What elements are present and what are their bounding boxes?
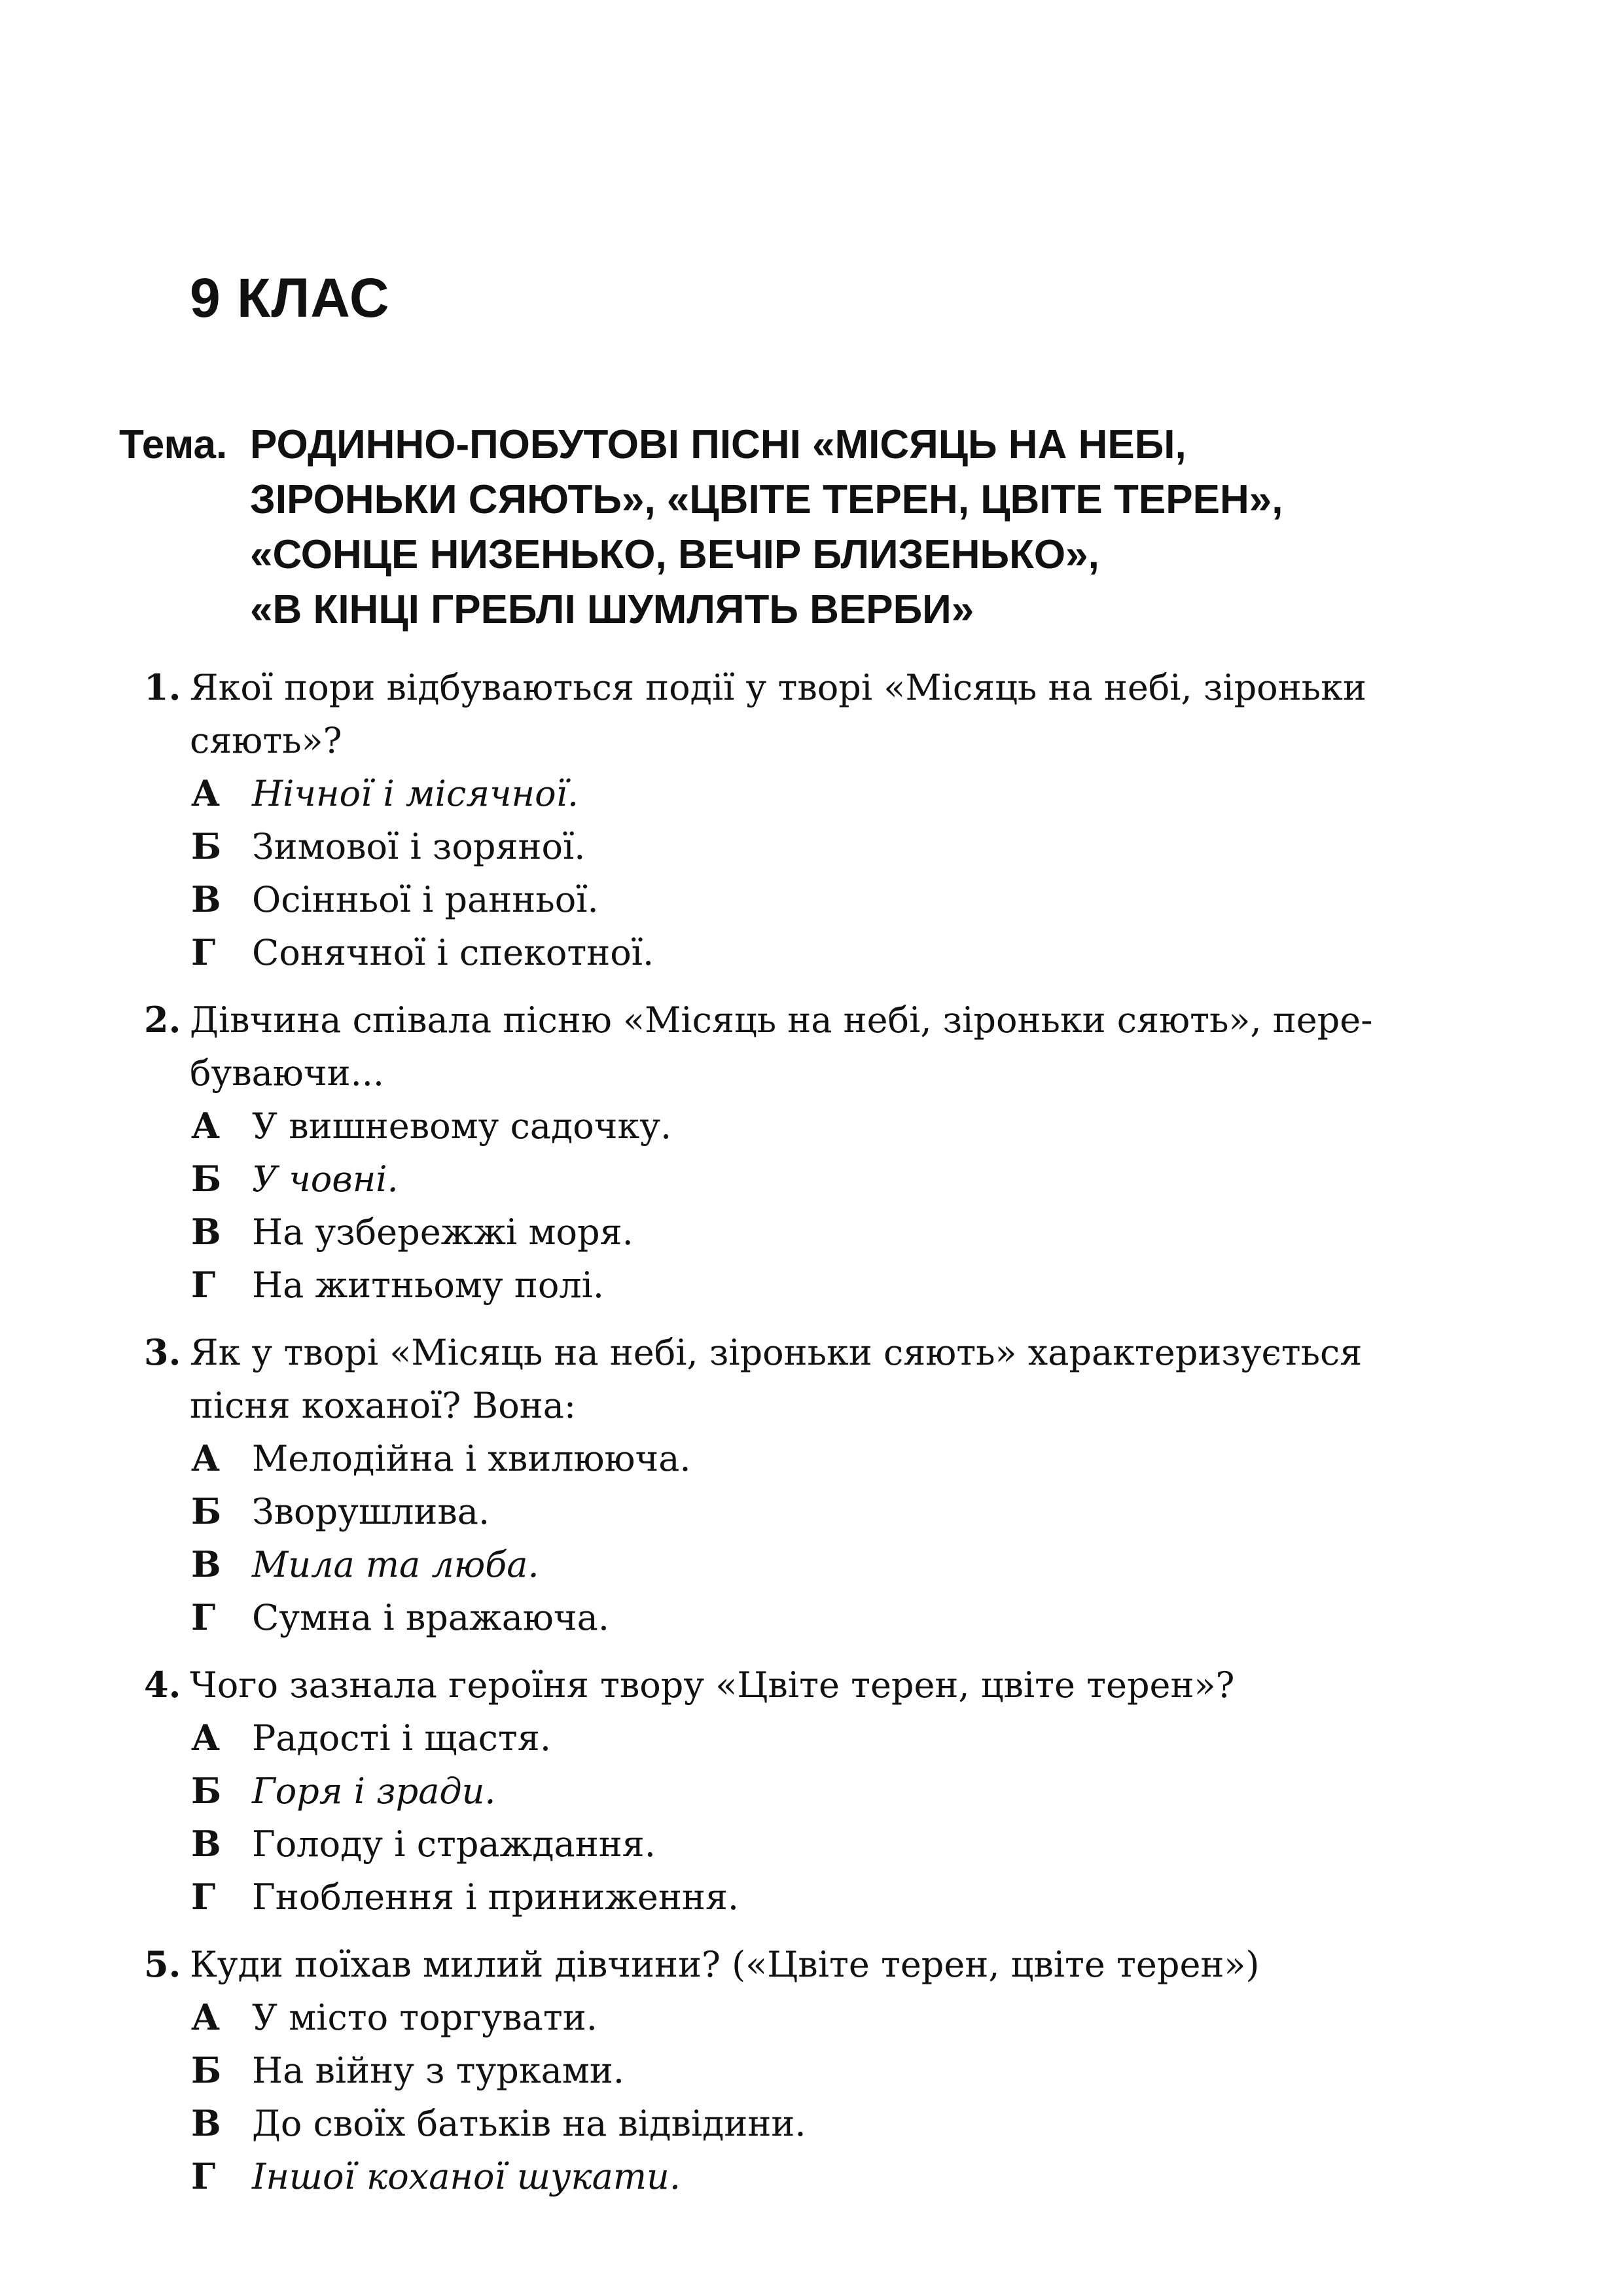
option-text: Сонячної і спекотної. [252, 932, 654, 973]
option-letter: Г [191, 1596, 216, 1638]
answer-option [144, 1432, 1505, 1485]
option-letter: Г [191, 1264, 216, 1306]
answer-option [144, 1485, 1505, 1538]
option-letter: А [191, 1105, 220, 1147]
option-text: На війну з турками. [252, 2050, 624, 2091]
option-letter: А [191, 1717, 220, 1759]
question-stem [144, 1938, 1505, 1991]
correct-answer-text: Іншої коханої шукати. [252, 2156, 681, 2197]
answer-option [144, 1765, 1505, 1818]
question-text-line: Якої пори відбуваються події у творі «Місяць на небі, зіроньки [190, 667, 1366, 708]
question-text-line: сяють»? [190, 720, 342, 761]
topic-title-line: «СОНЦЕ НИЗЕНЬКО, ВЕЧІР БЛИЗЕНЬКО», [250, 532, 1099, 577]
question-number: 5. [144, 1943, 181, 1985]
question-text-line: Куди поїхав милий дівчини? («Цвіте терен, цвіте терен») [190, 1944, 1260, 1985]
question-stem [144, 661, 1505, 767]
option-text: Гноблення і приниження. [252, 1876, 740, 1918]
option-text: У місто торгувати. [252, 1997, 597, 2038]
answer-option [144, 2044, 1505, 2097]
topic-title-line: РОДИННО-ПОБУТОВІ ПІСНІ «МІСЯЦЬ НА НЕБІ, [250, 422, 1186, 467]
question-list [144, 661, 1505, 2217]
answer-option [144, 2097, 1505, 2150]
option-letter: В [191, 1543, 221, 1585]
option-text: Радості і щастя. [252, 1717, 552, 1759]
question-number: 1. [144, 666, 181, 708]
option-letter: Б [191, 1490, 222, 1532]
option-text: Мелодійна і хвилююча. [252, 1438, 691, 1479]
option-letter: Г [191, 2155, 216, 2197]
option-letter: В [191, 2102, 221, 2144]
option-letter: А [191, 1996, 220, 2038]
question-5 [144, 1938, 1505, 2203]
question-stem [144, 1326, 1505, 1432]
question-number: 4. [144, 1664, 181, 1706]
topic-label: Тема. [119, 422, 228, 467]
option-text: На житньому полі. [252, 1265, 605, 1306]
option-letter: Б [191, 2049, 222, 2091]
option-text: До своїх батьків на відвідини. [252, 2103, 806, 2144]
question-text-line: Як у творі «Місяць на небі, зіроньки сяють» характеризується [190, 1332, 1363, 1373]
answer-option [144, 1712, 1505, 1765]
option-text: Зимової і зоряної. [252, 826, 586, 867]
question-1 [144, 661, 1505, 979]
answer-option [144, 873, 1505, 926]
option-text: Осінньої і ранньої. [252, 879, 599, 920]
question-stem [144, 1659, 1505, 1712]
topic-title [250, 418, 1526, 637]
question-text-line: Дівчина співала пісню «Місяць на небі, зіроньки сяють», пере- [190, 999, 1373, 1041]
answer-option [144, 1818, 1505, 1871]
option-letter: В [191, 878, 221, 920]
correct-answer-text: У човні. [252, 1158, 399, 1200]
option-text: Сумна і вражаюча. [252, 1597, 609, 1638]
answer-option [144, 1538, 1505, 1591]
question-number: 2. [144, 999, 181, 1041]
option-letter: А [191, 1437, 220, 1479]
question-text-line: Чого зазнала героїня твору «Цвіте терен, цвіте терен»? [190, 1664, 1235, 1706]
topic-title-line: «В КІНЦІ ГРЕБЛІ ШУМЛЯТЬ ВЕРБИ» [250, 587, 974, 632]
option-letter: Б [191, 1158, 222, 1200]
option-letter: А [191, 772, 220, 814]
answer-option [144, 1206, 1505, 1259]
answer-option [144, 2150, 1505, 2203]
option-letter: Г [191, 931, 216, 973]
question-number: 3. [144, 1331, 181, 1373]
grade-heading: 9 КЛАС [190, 267, 390, 329]
option-letter: Г [191, 1876, 216, 1918]
question-text-line: пісня коханої? Вона: [190, 1385, 577, 1426]
option-letter: Б [191, 1770, 222, 1812]
answer-option [144, 1153, 1505, 1206]
topic-title-line: ЗІРОНЬКИ СЯЮТЬ», «ЦВІТЕ ТЕРЕН, ЦВІТЕ ТЕРЕН», [250, 477, 1283, 522]
correct-answer-text: Нічної і місячної. [252, 773, 579, 814]
option-letter: В [191, 1823, 221, 1865]
question-2 [144, 994, 1505, 1312]
answer-option [144, 1100, 1505, 1153]
answer-option [144, 926, 1505, 979]
answer-option [144, 820, 1505, 873]
question-stem [144, 994, 1505, 1100]
answer-option [144, 767, 1505, 820]
option-text: Зворушлива. [252, 1491, 490, 1532]
answer-option [144, 1591, 1505, 1644]
correct-answer-text: Мила та люба. [252, 1544, 539, 1585]
question-4 [144, 1659, 1505, 1924]
answer-option [144, 1991, 1505, 2044]
option-text: У вишневому садочку. [252, 1105, 672, 1147]
option-text: Голоду і страждання. [252, 1823, 656, 1865]
answer-option [144, 1259, 1505, 1312]
option-letter: Б [191, 825, 222, 867]
answer-option [144, 1871, 1505, 1924]
correct-answer-text: Горя і зради. [252, 1770, 496, 1812]
option-letter: В [191, 1211, 221, 1253]
question-3 [144, 1326, 1505, 1644]
option-text: На узбережжі моря. [252, 1211, 633, 1253]
question-text-line: буваючи... [190, 1052, 385, 1094]
